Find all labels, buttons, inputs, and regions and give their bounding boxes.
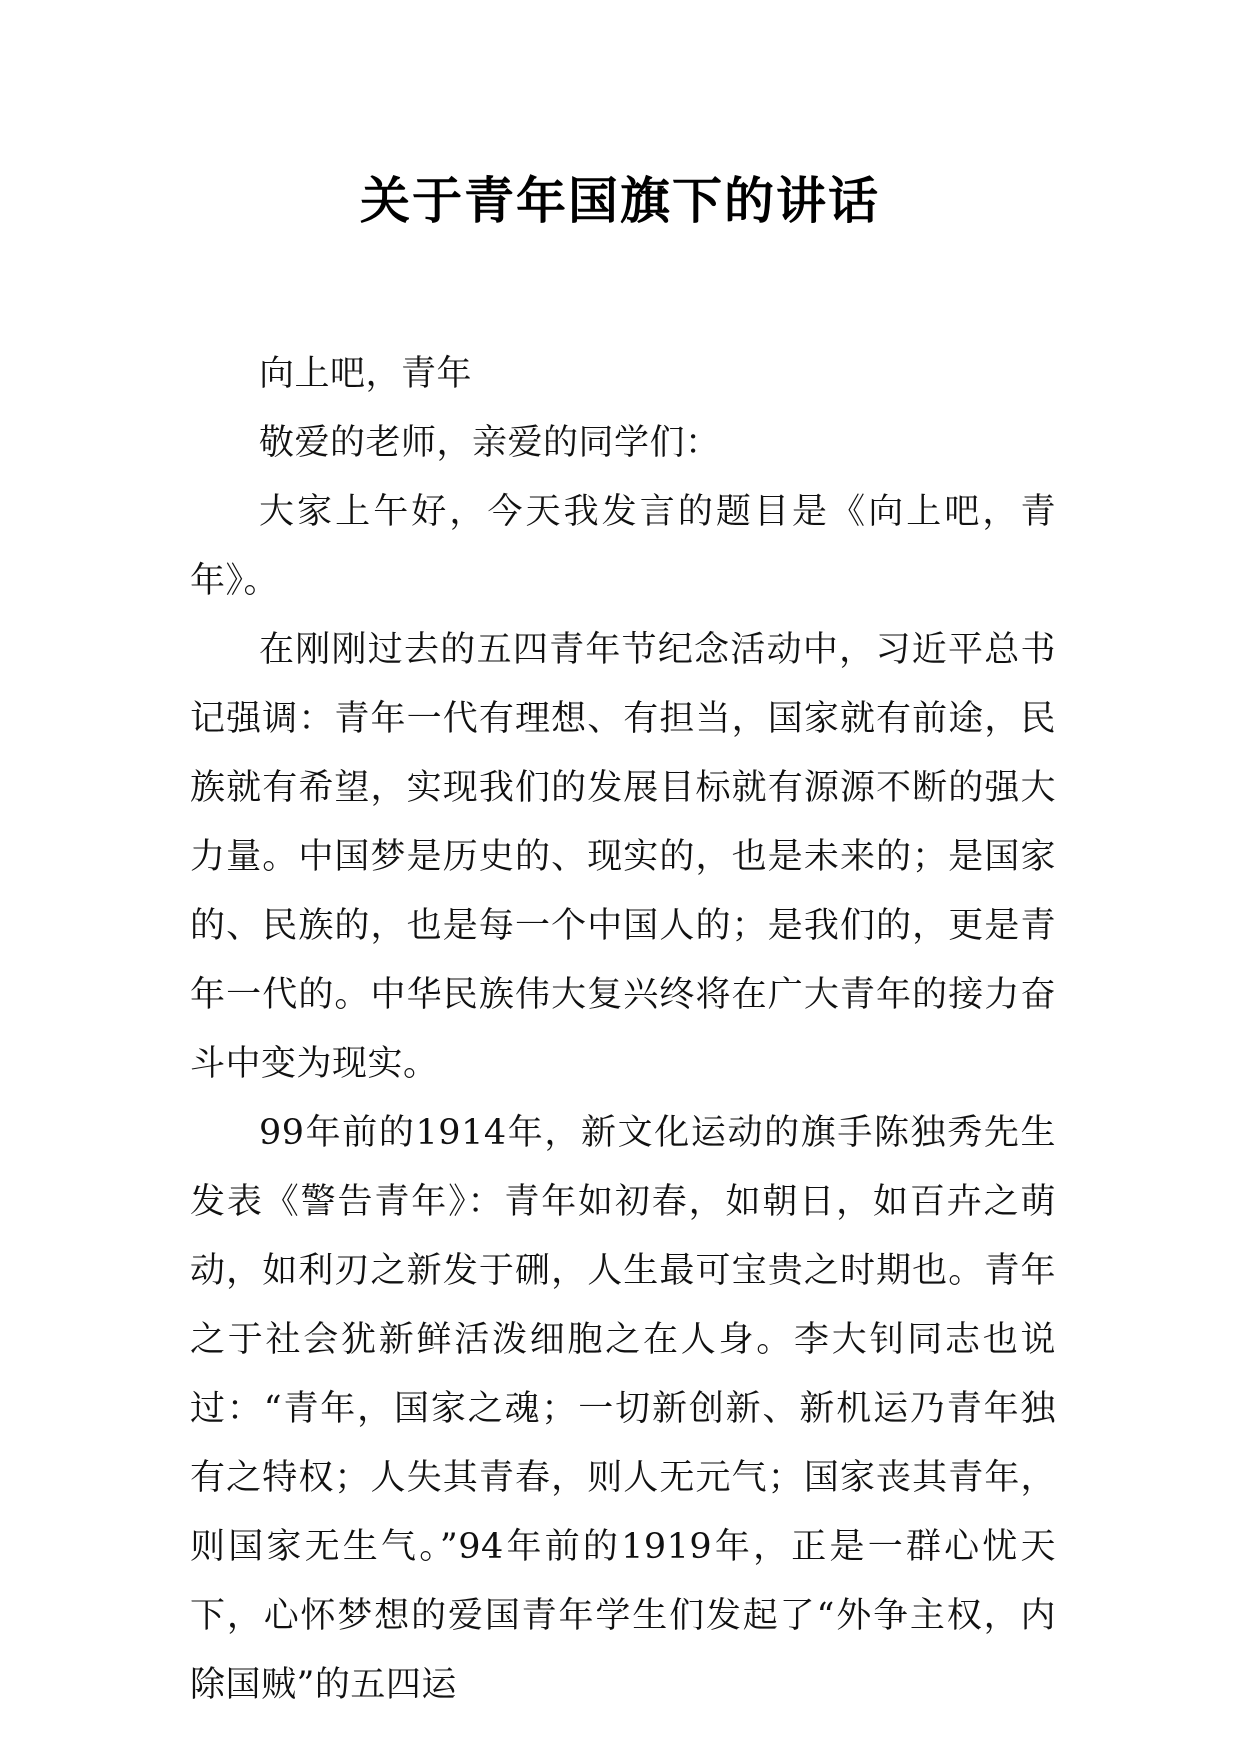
greeting-paragraph: 大家上午好，今天我发言的题目是《向上吧，青年》。: [190, 492, 1056, 601]
body-paragraph-1: 在刚刚过去的五四青年节纪念活动中，习近平总书记强调：青年一代有理想、有担当，国家就有前途，民族就有希望，实现我们的发展目标就有源源不断的强大力量。中国梦是历史的、现实的，也是未来的；是国家的、民族的，也是每一个中国人的；是我们的，更是青年一代的。中华民族伟大复兴终将在广大青年的接力奋斗中变为现实。: [190, 630, 1056, 1084]
speech-heading-paragraph: 向上吧，青年: [259, 354, 473, 394]
salutation-paragraph: 敬爱的老师，亲爱的同学们：: [259, 423, 721, 463]
body-paragraph-2: 99年前的1914年，新文化运动的旗手陈独秀先生发表《警告青年》：青年如初春，如朝日，如百卉之萌动，如利刃之新发于硎，人生最可宝贵之时期也。青年之于社会犹新鲜活泼细胞之在人身。李大钊同志也说过：“青年，国家之魂；一切新创新、新机运乃青年独有之特权；人失其青春，则人无元气；国家丧其青年，则国家无生气。”94年前的1919年，正是一群心忧天下，心怀梦想的爱国青年学生们发起了“外争主权，内除国贼”的五四运: [190, 1113, 1056, 1705]
document-title: 关于青年国旗下的讲话: [360, 172, 880, 230]
document-body: [190, 340, 1056, 1720]
